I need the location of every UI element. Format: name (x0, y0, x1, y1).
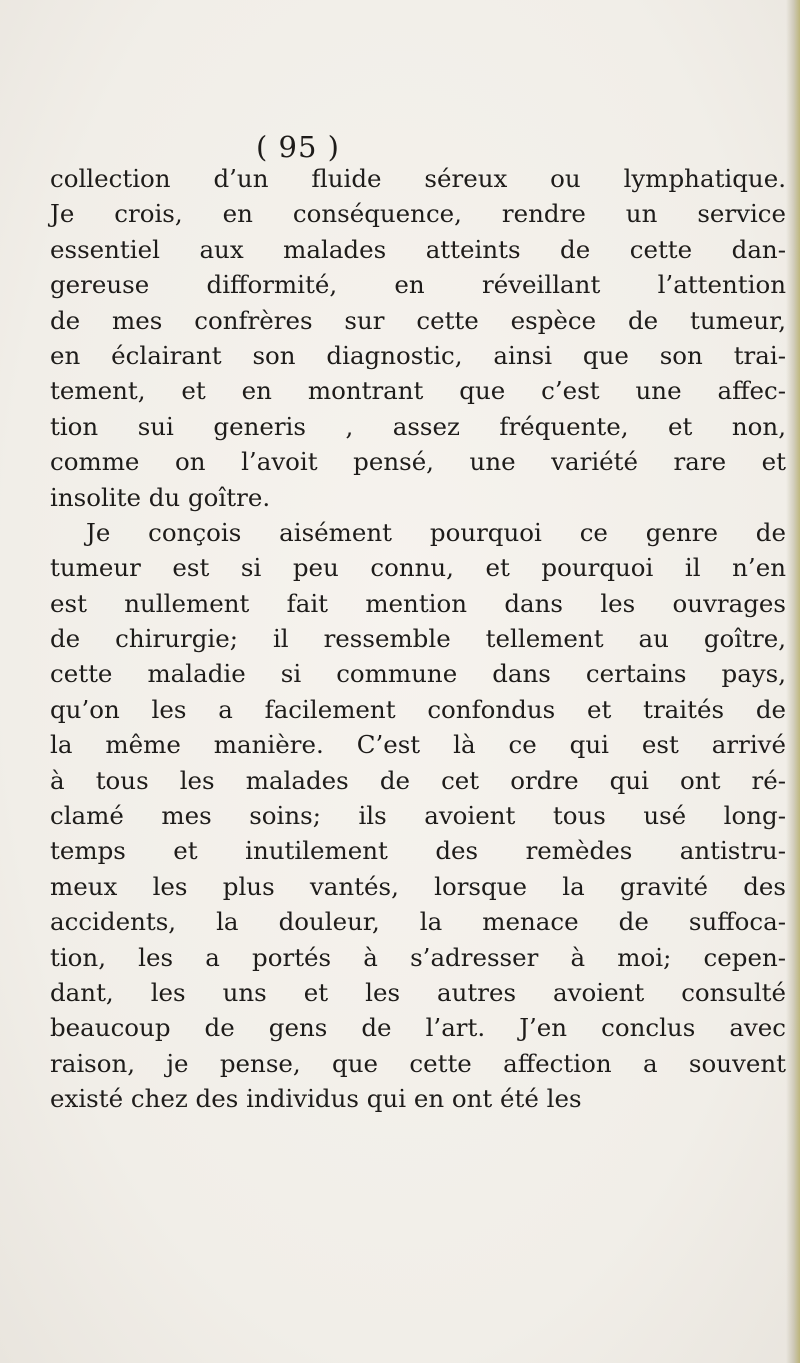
text-line: tement, et en montrant que c’est une affec- (50, 376, 786, 406)
text-line: gereuse difformité, en réveillant l’attention (50, 270, 786, 300)
text-line: tion, les a portés à s’adresser à moi; cepen- (50, 942, 786, 972)
text-line: Je conçois aisément pourquoi ce genre de (86, 517, 786, 547)
text-line: est nullement fait mention dans les ouvrages (50, 588, 786, 618)
text-line: Je crois, en conséquence, rendre un service (50, 199, 786, 229)
text-line: essentiel aux malades atteints de cette dan- (50, 234, 786, 264)
text-line: temps et inutilement des remèdes antistru- (50, 836, 786, 866)
text-line: raison, je pense, que cette affection a souvent (50, 1048, 786, 1078)
text-line: meux les plus vantés, lorsque la gravité des (50, 871, 786, 901)
body-text (50, 161, 786, 1117)
text-line: comme on l’avoit pensé, une variété rare et (50, 447, 786, 477)
page-edge-shadow (786, 0, 800, 1363)
text-line: collection d’un fluide séreux ou lymphatique. (50, 164, 786, 193)
text-line: tion sui generis , assez fréquente, et non, (50, 411, 786, 441)
text-line: qu’on les a facilement confondus et traités de (50, 694, 786, 724)
text-line: insolite du goître. (50, 482, 271, 512)
text-line: de mes confrères sur cette espèce de tumeur, (50, 305, 786, 335)
page-number: ( 95 ) (256, 130, 340, 164)
text-line: clamé mes soins; ils avoient tous usé long- (50, 801, 786, 831)
text-line: cette maladie si commune dans certains pays, (50, 659, 786, 689)
text-line: existé chez des individus qui en ont été les (50, 1084, 582, 1114)
text-line: tumeur est si peu connu, et pourquoi il n’en (50, 553, 786, 583)
text-line: la même manière. C’est là ce qui est arrivé (50, 730, 786, 760)
text-line: de chirurgie; il ressemble tellement au goître, (50, 624, 786, 654)
text-line: accidents, la douleur, la menace de suffoca- (50, 907, 786, 937)
text-line: beaucoup de gens de l’art. J’en conclus avec (50, 1013, 786, 1043)
text-line: en éclairant son diagnostic, ainsi que son trai- (50, 340, 786, 370)
text-line: dant, les uns et les autres avoient consulté (50, 977, 786, 1007)
text-line: à tous les malades de cet ordre qui ont ré- (50, 765, 786, 795)
